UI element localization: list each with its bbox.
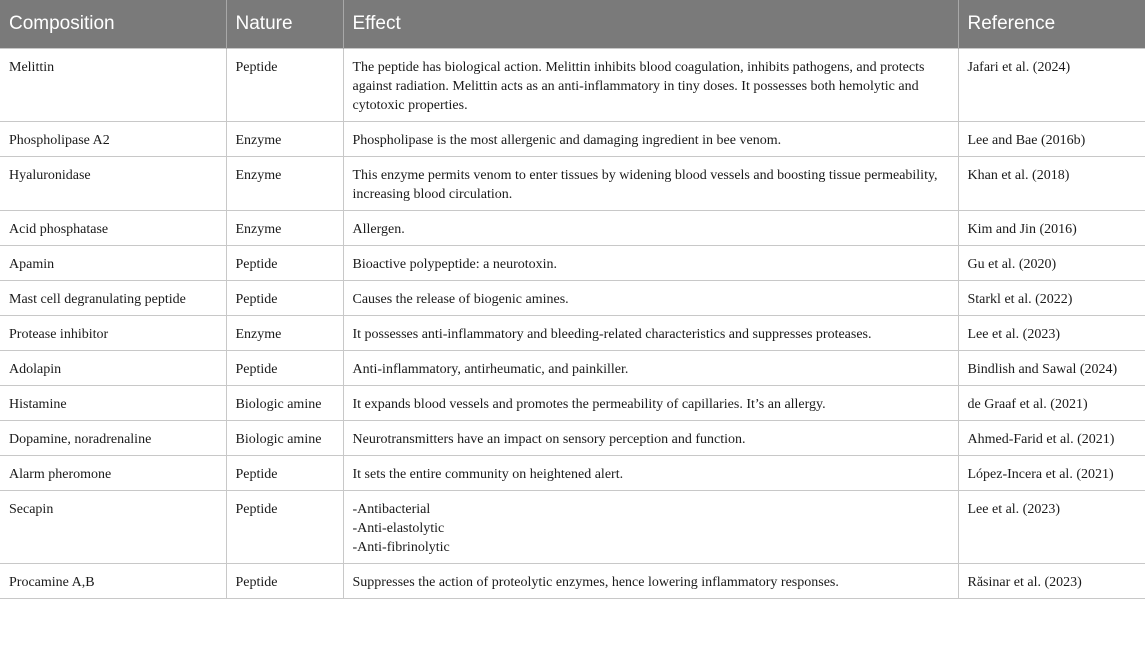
cell-effect: [343, 281, 958, 316]
cell-nature: Peptide: [226, 246, 343, 281]
cell-effect: [343, 421, 958, 456]
cell-effect: [343, 564, 958, 599]
effect-line: This enzyme permits venom to enter tissues by widening blood vessels and boosting tissue permeability, increasing blood circulation.: [352, 168, 938, 202]
header-nature: Nature: [226, 0, 343, 49]
cell-reference: Ahmed-Farid et al. (2021): [958, 421, 1145, 456]
table-row: [0, 49, 1145, 122]
cell-nature: Enzyme: [226, 122, 343, 157]
cell-effect: [343, 491, 958, 564]
cell-composition: Secapin: [0, 491, 226, 564]
cell-nature: Peptide: [226, 351, 343, 386]
cell-reference: Khan et al. (2018): [958, 157, 1145, 211]
cell-reference: Lee and Bae (2016b): [958, 122, 1145, 157]
table-row: [0, 122, 1145, 157]
effect-line: It sets the entire community on heightened alert.: [352, 467, 624, 482]
cell-composition: Adolapin: [0, 351, 226, 386]
cell-nature: Peptide: [226, 281, 343, 316]
effect-line: Bioactive polypeptide: a neurotoxin.: [352, 257, 558, 272]
table-row: [0, 386, 1145, 421]
cell-effect: [343, 386, 958, 421]
effect-line: It possesses anti-inflammatory and bleeding-related characteristics and suppresses proteases.: [352, 327, 872, 342]
table-row: [0, 246, 1145, 281]
table-row: [0, 351, 1145, 386]
cell-reference: Lee et al. (2023): [958, 316, 1145, 351]
cell-nature: Peptide: [226, 491, 343, 564]
cell-composition: Protease inhibitor: [0, 316, 226, 351]
effect-line: The peptide has biological action. Melittin inhibits blood coagulation, inhibits pathogens, and protects against radiation. Melittin acts as an anti-inflammatory in tiny doses. It possesses both hemolytic and cytotoxic properties.: [352, 60, 925, 113]
cell-nature: Peptide: [226, 456, 343, 491]
cell-nature: Enzyme: [226, 211, 343, 246]
cell-composition: Alarm pheromone: [0, 456, 226, 491]
cell-nature: Enzyme: [226, 316, 343, 351]
header-row: [0, 0, 1145, 49]
cell-nature: Peptide: [226, 564, 343, 599]
cell-effect: [343, 246, 958, 281]
cell-nature: Biologic amine: [226, 386, 343, 421]
effect-line: Causes the release of biogenic amines.: [352, 292, 569, 307]
table-header: [0, 0, 1145, 49]
cell-composition: Histamine: [0, 386, 226, 421]
cell-composition: Procamine A,B: [0, 564, 226, 599]
cell-composition: Apamin: [0, 246, 226, 281]
table-row: [0, 456, 1145, 491]
cell-reference: Bindlish and Sawal (2024): [958, 351, 1145, 386]
cell-composition: Acid phosphatase: [0, 211, 226, 246]
cell-nature: Biologic amine: [226, 421, 343, 456]
cell-reference: Starkl et al. (2022): [958, 281, 1145, 316]
effect-line: It expands blood vessels and promotes the permeability of capillaries. It’s an allergy.: [352, 397, 826, 412]
effect-line: -Anti-fibrinolytic: [352, 540, 450, 555]
cell-nature: Enzyme: [226, 157, 343, 211]
effect-line: -Anti-elastolytic: [352, 521, 445, 536]
cell-composition: Hyaluronidase: [0, 157, 226, 211]
cell-nature: Peptide: [226, 49, 343, 122]
header-effect: Effect: [343, 0, 958, 49]
cell-effect: [343, 316, 958, 351]
cell-composition: Melittin: [0, 49, 226, 122]
cell-reference: Jafari et al. (2024): [958, 49, 1145, 122]
effect-line: Anti-inflammatory, antirheumatic, and painkiller.: [352, 362, 629, 377]
effect-line: -Antibacterial: [352, 502, 431, 517]
header-composition: Composition: [0, 0, 226, 49]
effect-line: Neurotransmitters have an impact on sensory perception and function.: [352, 432, 746, 447]
cell-effect: [343, 49, 958, 122]
table-row: [0, 491, 1145, 564]
cell-reference: Kim and Jin (2016): [958, 211, 1145, 246]
cell-reference: López-Incera et al. (2021): [958, 456, 1145, 491]
table-body: [0, 49, 1145, 599]
cell-reference: Lee et al. (2023): [958, 491, 1145, 564]
effect-line: Suppresses the action of proteolytic enzymes, hence lowering inflammatory responses.: [352, 575, 839, 590]
table-row: [0, 564, 1145, 599]
table-row: [0, 157, 1145, 211]
table-row: [0, 316, 1145, 351]
cell-effect: [343, 456, 958, 491]
table-row: [0, 421, 1145, 456]
cell-effect: [343, 211, 958, 246]
cell-composition: Mast cell degranulating peptide: [0, 281, 226, 316]
cell-composition: Phospholipase A2: [0, 122, 226, 157]
table-row: [0, 211, 1145, 246]
cell-effect: [343, 157, 958, 211]
cell-composition: Dopamine, noradrenaline: [0, 421, 226, 456]
header-reference: Reference: [958, 0, 1145, 49]
cell-reference: de Graaf et al. (2021): [958, 386, 1145, 421]
cell-effect: [343, 122, 958, 157]
cell-effect: [343, 351, 958, 386]
table-row: [0, 281, 1145, 316]
cell-reference: Răsinar et al. (2023): [958, 564, 1145, 599]
effect-line: Allergen.: [352, 222, 405, 237]
cell-reference: Gu et al. (2020): [958, 246, 1145, 281]
effect-line: Phospholipase is the most allergenic and damaging ingredient in bee venom.: [352, 133, 782, 148]
